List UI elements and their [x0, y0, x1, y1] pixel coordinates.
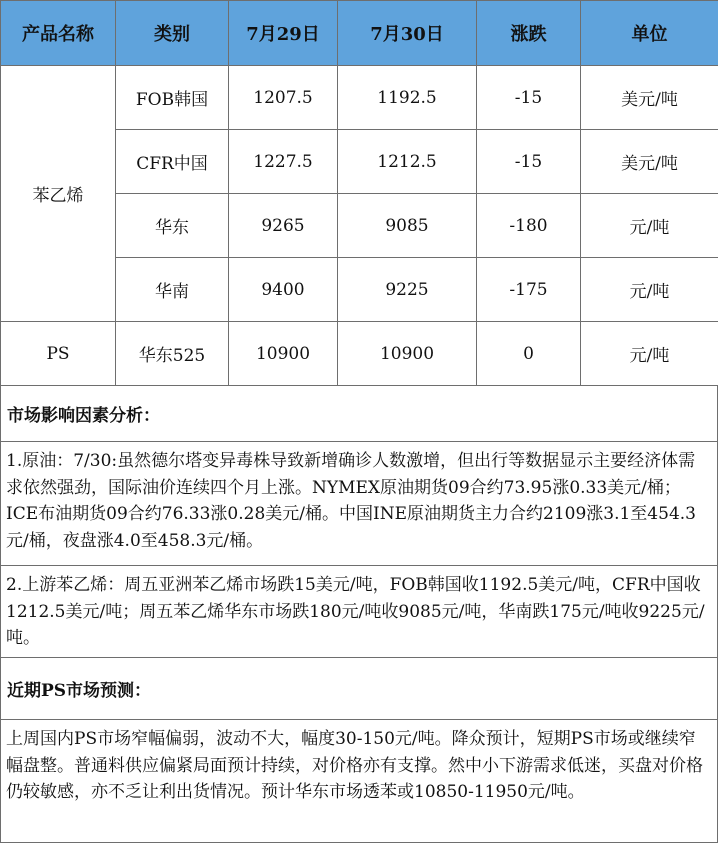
- cell-category: FOB韩国: [116, 66, 229, 130]
- header-unit: 单位: [581, 1, 718, 66]
- header-jul30: 7月30日: [338, 1, 477, 66]
- forecast-body: 上周国内PS市场窄幅偏弱，波动不大，幅度30-150元/吨。降众预计，短期PS市场或继续窄幅盘整。普通料供应偏紧局面预计持续，对价格亦有支撑。然中小下游需求低迷，买盘对价格仍较敏感，亦不乏让利出货情况。预计华东市场透苯或10850-11950元/吨。: [0, 720, 718, 843]
- cell-jul29: 9400: [229, 258, 338, 322]
- analysis-title: 市场影响因素分析：: [0, 386, 718, 442]
- header-product: 产品名称: [1, 1, 116, 66]
- cell-jul30: 1212.5: [338, 130, 477, 194]
- cell-jul29: 9265: [229, 194, 338, 258]
- cell-change: -175: [477, 258, 581, 322]
- cell-jul29: 1207.5: [229, 66, 338, 130]
- analysis-crude-oil: 1.原油：7/30:虽然德尔塔变异毒株导致新增确诊人数激增，但出行等数据显示主要经济体需求依然强劲，国际油价连续四个月上涨。NYMEX原油期货09合约73.95涨0.33美元/桶；ICE布油期货09合约76.33涨0.28美元/桶。中国INE原油期货主力合约2109涨3.1至454.3元/桶，夜盘涨4.0至458.3元/桶。: [0, 442, 718, 566]
- header-category: 类别: [116, 1, 229, 66]
- cell-change: -180: [477, 194, 581, 258]
- cell-change: -15: [477, 130, 581, 194]
- header-jul29: 7月29日: [229, 1, 338, 66]
- product-styrene: 苯乙烯: [1, 66, 116, 322]
- price-table: [0, 0, 718, 386]
- cell-unit: 元/吨: [581, 194, 718, 258]
- cell-change: -15: [477, 66, 581, 130]
- cell-unit: 元/吨: [581, 258, 718, 322]
- table-row: [1, 322, 718, 386]
- cell-category: 华东: [116, 194, 229, 258]
- header-row: [1, 1, 718, 66]
- forecast-title: 近期PS市场预测：: [0, 658, 718, 720]
- cell-jul29: 1227.5: [229, 130, 338, 194]
- cell-change: 0: [477, 322, 581, 386]
- cell-jul30: 1192.5: [338, 66, 477, 130]
- cell-unit: 元/吨: [581, 322, 718, 386]
- analysis-upstream-styrene: 2.上游苯乙烯：周五亚洲苯乙烯市场跌15美元/吨，FOB韩国收1192.5美元/吨，CFR中国收1212.5美元/吨；周五苯乙烯华东市场跌180元/吨收9085元/吨，华南跌175元/吨收9225元/吨。: [0, 566, 718, 658]
- cell-jul30: 9225: [338, 258, 477, 322]
- cell-category: 华南: [116, 258, 229, 322]
- cell-category: CFR中国: [116, 130, 229, 194]
- header-change: 涨跌: [477, 1, 581, 66]
- cell-jul29: 10900: [229, 322, 338, 386]
- cell-category: 华东525: [116, 322, 229, 386]
- product-ps: PS: [1, 322, 116, 386]
- cell-jul30: 10900: [338, 322, 477, 386]
- cell-unit: 美元/吨: [581, 130, 718, 194]
- cell-unit: 美元/吨: [581, 66, 718, 130]
- cell-jul30: 9085: [338, 194, 477, 258]
- table-row: [1, 66, 718, 130]
